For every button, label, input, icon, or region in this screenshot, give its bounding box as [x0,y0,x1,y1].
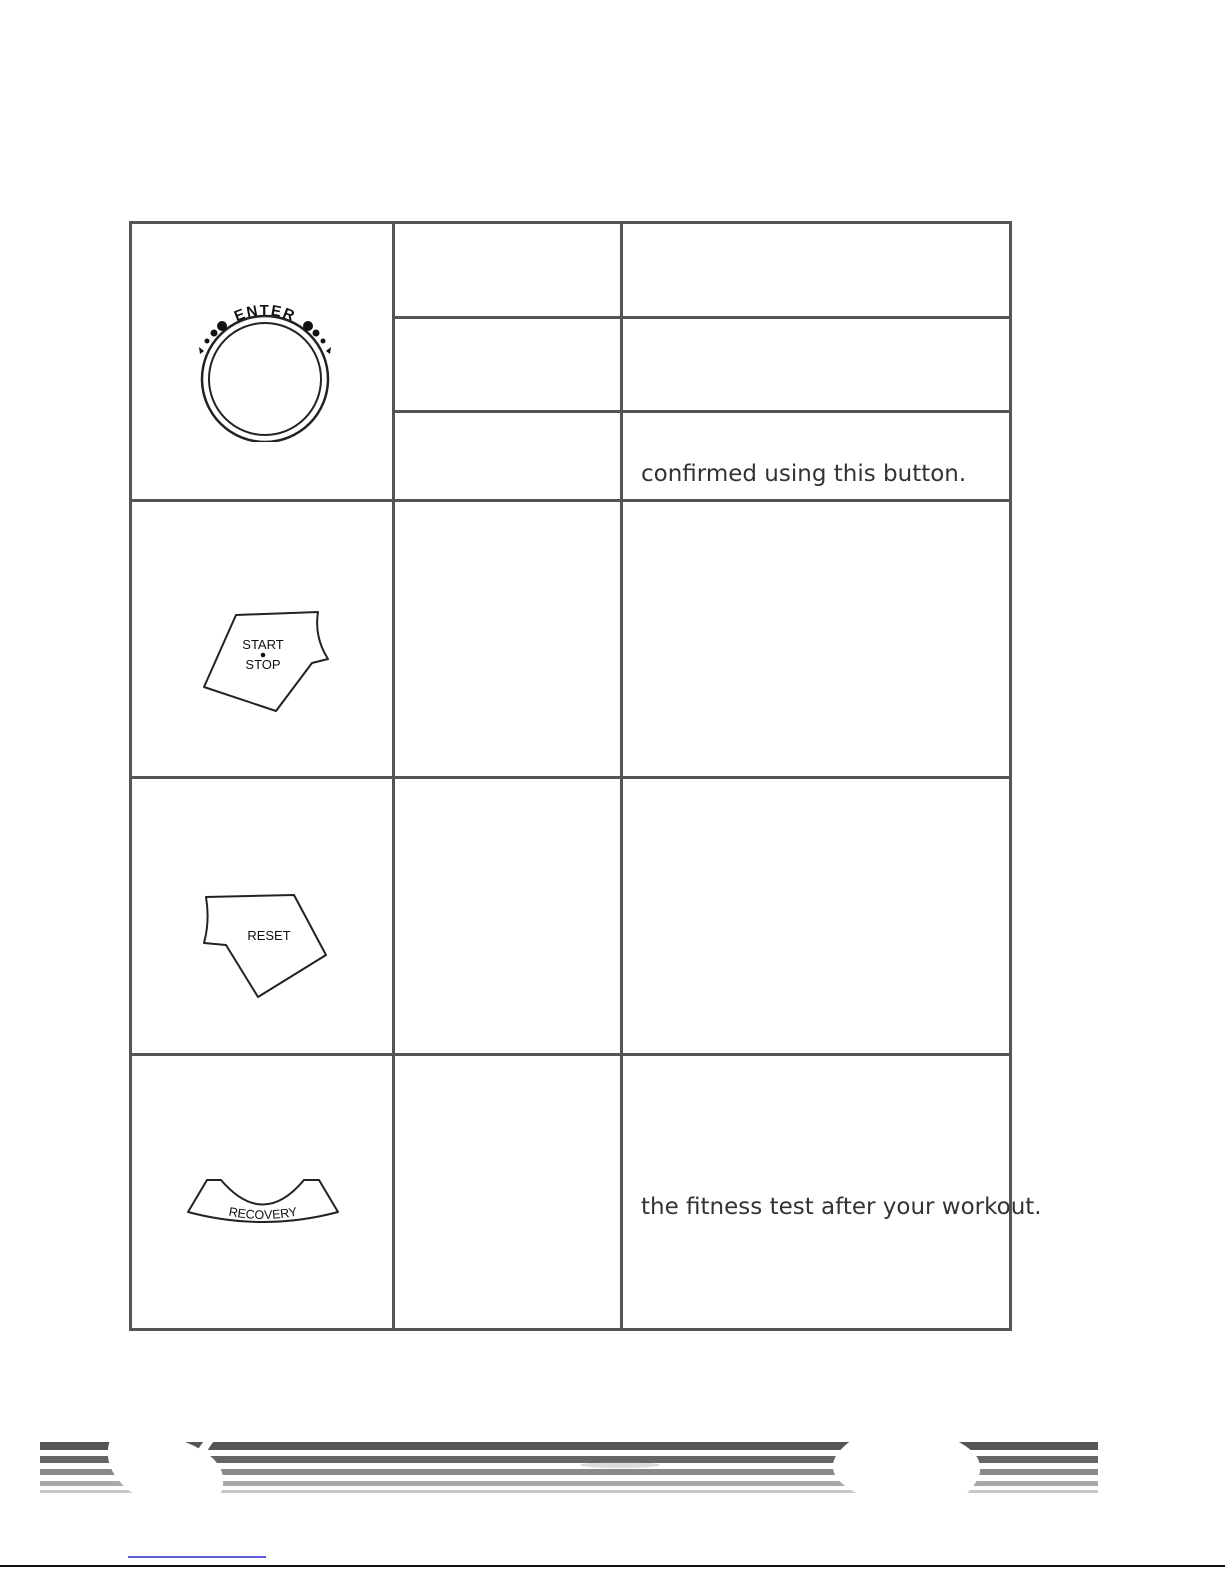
footer-stripe-banner [40,1440,1098,1495]
row-divider [392,316,1009,319]
row-divider [132,499,1009,502]
row-divider [132,1053,1009,1056]
svg-text:ENTER [232,302,298,325]
row-divider [132,776,1009,779]
reset-label: RESET [247,928,291,943]
enter-button-label: ENTER [231,302,299,326]
controls-table [129,221,1042,1331]
recovery-button-icon [182,1174,344,1234]
svg-text:RECOVERY [228,1205,299,1222]
enter-button-icon [190,292,340,442]
row-divider [392,410,1009,413]
start-stop-button-icon [198,607,332,717]
stop-label: STOP [245,657,281,672]
reset-button-icon [198,891,334,1001]
enter-confirm-description: confirmed using this button. [641,461,967,487]
link-underline [128,1556,266,1558]
recovery-description: the fitness test after your workout. [641,1194,1042,1220]
recovery-label: RECOVERY [227,1204,299,1223]
page-bottom-rule [0,1565,1225,1567]
start-label: START [242,637,284,652]
